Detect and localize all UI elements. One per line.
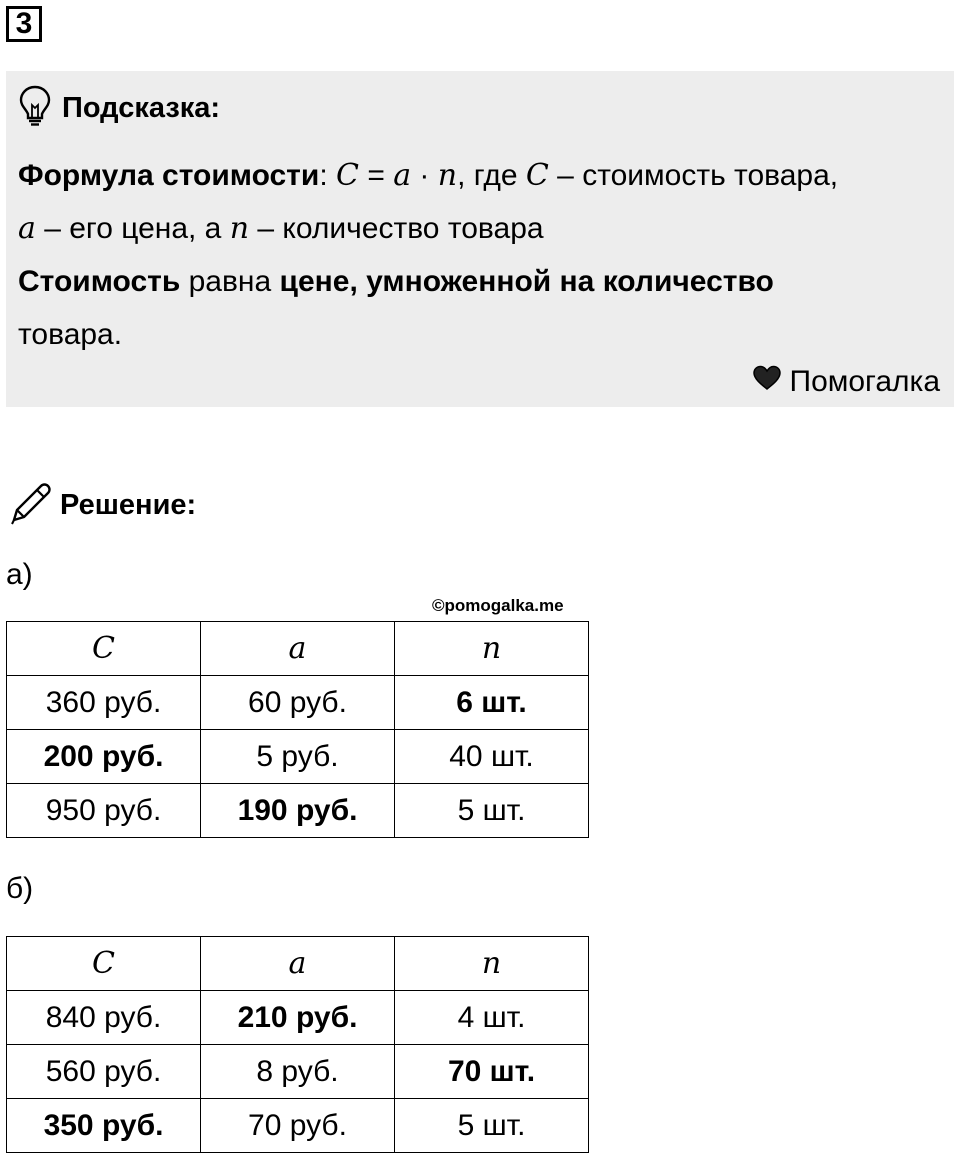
table-row xyxy=(7,1045,589,1099)
solution-header xyxy=(8,480,196,531)
table-cell: 350 руб. xyxy=(7,1099,201,1153)
watermark: ©pomogalka.me xyxy=(432,596,564,615)
formula-var-n: n xyxy=(437,158,458,193)
hint-box xyxy=(6,71,954,407)
solution-title: Решение: xyxy=(60,489,197,521)
header-n: n xyxy=(395,937,589,991)
table-header-row xyxy=(7,937,589,991)
table-cell: 560 руб. xyxy=(7,1045,201,1099)
lightbulb-icon xyxy=(18,85,52,132)
hint-line-4: товара. xyxy=(18,318,123,351)
hint-title: Подсказка: xyxy=(62,92,221,124)
task-number: 3 xyxy=(6,6,42,42)
table-cell: 200 руб. xyxy=(7,730,201,784)
hint-line-1: Формула стоимости: C = a · n, где C – стоимость товара, xyxy=(18,158,839,193)
formula-var-a: a xyxy=(393,158,412,193)
signature xyxy=(752,365,941,399)
table-row xyxy=(7,1099,589,1153)
part-b-label: б) xyxy=(6,872,34,905)
formula-label: Формула стоимости xyxy=(18,159,320,192)
hint-header xyxy=(18,85,220,132)
table-cell: 8 руб. xyxy=(201,1045,395,1099)
table-cell: 5 руб. xyxy=(201,730,395,784)
heart-icon xyxy=(752,365,790,399)
hint-text xyxy=(18,149,948,361)
table-cell: 70 руб. xyxy=(201,1099,395,1153)
table-cell: 4 шт. xyxy=(395,991,589,1045)
table-row xyxy=(7,730,589,784)
hint-line-3: Стоимость равна цене, умноженной на количество xyxy=(18,265,774,298)
table-part-a xyxy=(6,621,589,838)
table-cell: 210 руб. xyxy=(201,991,395,1045)
table-cell: 5 шт. xyxy=(395,1099,589,1153)
header-c: C xyxy=(7,937,201,991)
signature-text: Помогалка xyxy=(789,365,940,398)
hint-line-2: a – его цена, а n – количество товара xyxy=(18,211,544,246)
table-cell: 190 руб. xyxy=(201,784,395,838)
header-a: a xyxy=(201,622,395,676)
table-cell: 6 шт. xyxy=(395,676,589,730)
table-row xyxy=(7,676,589,730)
header-a: a xyxy=(201,937,395,991)
table-cell: 5 шт. xyxy=(395,784,589,838)
table-cell: 40 шт. xyxy=(395,730,589,784)
part-a-label: а) xyxy=(6,558,33,591)
table-cell: 60 руб. xyxy=(201,676,395,730)
header-n: n xyxy=(395,622,589,676)
pencil-icon xyxy=(8,480,54,531)
table-row xyxy=(7,991,589,1045)
table-cell: 840 руб. xyxy=(7,991,201,1045)
table-cell: 70 шт. xyxy=(395,1045,589,1099)
table-row xyxy=(7,784,589,838)
table-cell: 360 руб. xyxy=(7,676,201,730)
table-header-row xyxy=(7,622,589,676)
table-part-b xyxy=(6,936,589,1153)
header-c: C xyxy=(7,622,201,676)
formula-var-c: C xyxy=(336,158,359,193)
table-cell: 950 руб. xyxy=(7,784,201,838)
